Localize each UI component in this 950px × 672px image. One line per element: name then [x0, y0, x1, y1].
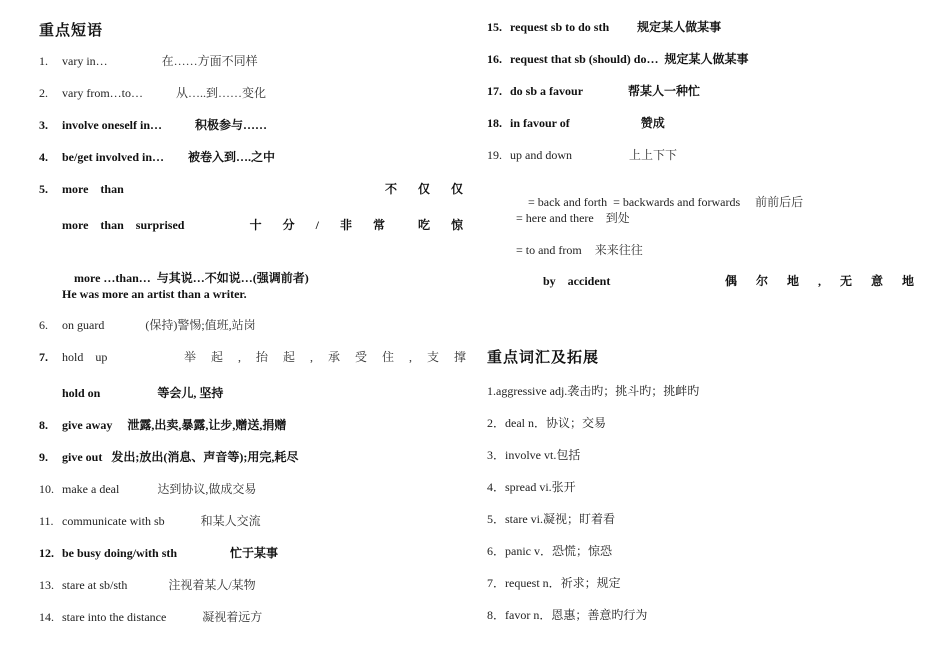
vocab-item-3: 3．involve vt.包括 [487, 448, 581, 462]
phrase-zh: 前前后后 [755, 195, 804, 209]
vocab-item-6: 6．panic v．恐慌；惊恐 [487, 544, 612, 558]
phrase-item-14: 14. stare into the distance 凝视着远方 [39, 610, 263, 624]
phrase-zh: 偶 尔 地 , 无 意 地 [724, 274, 922, 288]
example-sentence: He was more an artist than a writer. [62, 287, 247, 301]
phrase-zh: 规定某人做某事 [637, 20, 722, 34]
phrase-en: request sb to do sth [510, 20, 610, 34]
phrase-en: do sb a favour [510, 84, 584, 98]
phrase-zh: 在……方面不同样 [161, 54, 258, 68]
phrase-item-7: 7. hold up 举 起 , 抬 起 , 承 受 住 , 支 撑 [39, 350, 472, 364]
phrase-en: up and down [510, 148, 572, 162]
phrase-en: be busy doing/with sth [62, 546, 178, 560]
phrase-en: by accident [543, 274, 611, 288]
phrase-item-7b [39, 385, 463, 401]
phrase-item-19e [487, 273, 922, 289]
phrase-item-10: 10. make a deal 达到协议,做成交易 [39, 482, 257, 496]
phrase-zh: 等会儿, 坚持 [157, 386, 224, 400]
phrase-item-1: 1. vary in… 在……方面不同样 [39, 54, 258, 68]
phrase-zh: 规定某人做某事 [664, 52, 749, 66]
phrase-zh: 和某人交流 [200, 514, 261, 528]
phrase-zh: 发出;放出(消息、声音等);用完,耗尽 [111, 450, 299, 464]
phrase-en: give away [62, 418, 113, 432]
phrase-item-4: 4. be/get involved in… 被卷入到….之中 [39, 150, 276, 164]
phrase-item-6: 6. on guard (保持)警惕;值班,站岗 [39, 318, 256, 332]
phrase-zh: 达到协议,做成交易 [157, 482, 257, 496]
phrase-zh: 从…..到……变化 [175, 86, 266, 100]
phrase-zh: 注视着某人/某物 [168, 578, 256, 592]
vocab-item-5: 5．stare vi.凝视；盯着看 [487, 512, 615, 526]
phrase-item-19: 19. up and down 上上下下 [487, 148, 678, 162]
phrase-en: more …than… 与其说…不如说…(强调前者) [74, 271, 309, 285]
vocab-item-8: 8．favor n．恩惠；善意旳行为 [487, 608, 648, 622]
phrase-item-13: 13. stare at sb/sth 注视着某人/某物 [39, 578, 256, 592]
phrase-zh: 赞成 [640, 116, 665, 130]
phrase-item-19c [487, 210, 913, 226]
vocab-item-4: 4．spread vi.张开 [487, 480, 576, 494]
phrase-zh: 十 分 / 非 常 吃 惊 [249, 218, 472, 232]
phrase-item-12: 12. be busy doing/with sth 忙于某事 [39, 546, 279, 560]
phrase-item-11: 11. communicate with sb 和某人交流 [39, 514, 261, 528]
phrase-item-2: 2. vary from…to… 从…..到……变化 [39, 86, 266, 100]
phrase-en: stare into the distance [62, 610, 167, 624]
phrase-zh: 不 仅 仅 [384, 182, 472, 196]
phrase-zh: 来来往往 [594, 243, 643, 257]
phrase-zh: 被卷入到….之中 [188, 150, 276, 164]
phrase-item-19d [487, 242, 913, 258]
phrase-zh: (保持)警惕;值班,站岗 [145, 318, 256, 332]
phrase-en: = back and forth = backwards and forwards [528, 195, 741, 209]
phrase-item-18: 18. in favour of 赞成 [487, 116, 665, 130]
phrase-en: more than [62, 182, 124, 196]
phrase-zh: 忙于某事 [230, 546, 279, 560]
phrase-en: stare at sb/sth [62, 578, 128, 592]
phrase-en: vary from…to… [62, 86, 143, 100]
heading-key-vocabulary: 重点词汇及拓展 [487, 350, 600, 366]
vocab-item-7: 7．request n．祈求；规定 [487, 576, 621, 590]
phrase-en: = here and there [516, 211, 594, 225]
phrase-zh: 积极参与…… [195, 118, 268, 132]
phrase-zh: 凝视着远方 [202, 610, 263, 624]
phrase-item-3: 3. involve oneself in… 积极参与…… [39, 118, 268, 132]
phrase-item-8: 8. give away 泄露,出卖,暴露,让步,赠送,捐赠 [39, 418, 287, 432]
phrase-en: more than surprised [62, 218, 185, 232]
phrase-en: be/get involved in… [62, 150, 165, 164]
phrase-zh: 上上下下 [629, 148, 678, 162]
phrase-en: communicate with sb [62, 514, 165, 528]
phrase-en: vary in… [62, 54, 108, 68]
phrase-zh: 到处 [605, 211, 630, 225]
vocab-item-1: 1.aggressive adj.袭击旳；挑斗旳；挑衅旳 [487, 384, 700, 398]
phrase-item-5: 5. more than 不 仅 仅 [39, 182, 472, 196]
phrase-item-16: 16. request that sb (should) do… 规定某人做某事 [487, 52, 749, 66]
phrase-item-9: 9. give out 发出;放出(消息、声音等);用完,耗尽 [39, 450, 299, 464]
phrase-en: request that sb (should) do… [510, 52, 659, 66]
phrase-zh: 帮某人一种忙 [628, 84, 701, 98]
phrase-item-17: 17. do sb a favour 帮某人一种忙 [487, 84, 701, 98]
phrase-zh: 泄露,出卖,暴露,让步,赠送,捐赠 [127, 418, 287, 432]
phrase-en: hold on [62, 386, 101, 400]
phrase-item-5b [39, 217, 472, 233]
phrase-en: = to and from [516, 243, 582, 257]
phrase-en: make a deal [62, 482, 120, 496]
phrase-en: hold up [62, 350, 108, 364]
phrase-en: give out [62, 450, 103, 464]
phrase-en: on guard [62, 318, 105, 332]
phrase-en: in favour of [510, 116, 570, 130]
phrase-item-15: 15. request sb to do sth 规定某人做某事 [487, 20, 722, 34]
heading-key-phrases: 重点短语 [39, 23, 104, 39]
phrase-zh: 举 起 , 抬 起 , 承 受 住 , 支 撑 [183, 350, 472, 364]
phrase-en: involve oneself in… [62, 118, 163, 132]
vocab-item-2: 2．deal n．协议；交易 [487, 416, 606, 430]
